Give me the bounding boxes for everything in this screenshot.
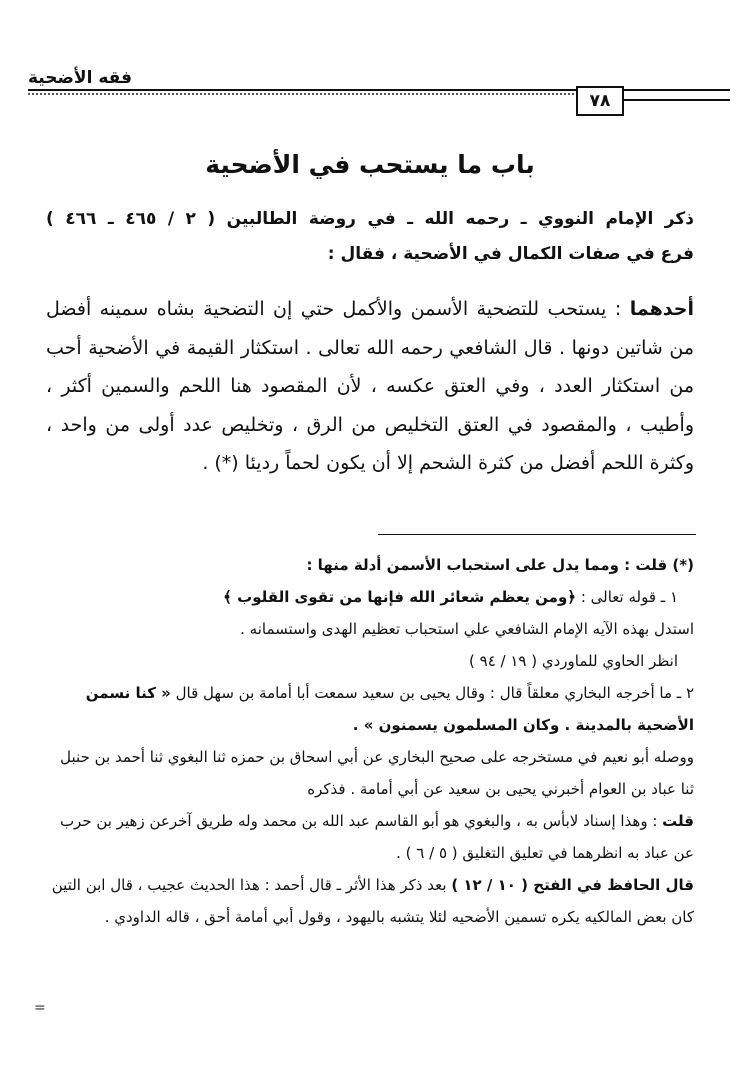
footnote-item-1-text: استدل بهذه الآيه الإمام الشافعي علي استحباب تعظيم الهدى واستسمانه .: [240, 620, 694, 638]
main-lead-word: أحدهما: [629, 298, 694, 320]
running-title: فقه الأضحية: [28, 68, 133, 88]
chapter-title: باب ما يستحب في الأضحية: [205, 150, 535, 179]
quran-quote: ﴿ومن يعظم شعائر الله فإنها من تقوى القلوب ﴾: [223, 588, 577, 606]
footnote-item-1: [46, 581, 694, 613]
intro-citation: ذكر الإمام النووي ـ رحمه الله ـ في روضة الطالبين ( ٢ / ٤٦٥ ـ ٤٦٦ ): [46, 209, 694, 229]
footnote-item-2-cont: ووصله أبو نعيم في مستخرجه على صحيح البخاري عن أبي اسحاق بن حمزه ثنا البغوي ثنا أحمد بن حنبل ثنا عباد بن العوام أخبرني يحيى بن سعيد عن أبي أمامة . فذكره: [60, 748, 694, 798]
hadith-quote: « كنا نسمن الأضحية بالمدينة . وكان المسلمون يسمنون » .: [85, 684, 694, 734]
footnote-hafiz: [46, 869, 694, 933]
header-side-rule: [622, 99, 730, 101]
main-text: : يستحب للتضحية الأسمن والأكمل حتي إن التضحية بشاه سمينه أفضل من شاتين دونها . قال الشافعي رحمه الله تعالى . استكثار القيمة في الأضحية أحب من استكثار العدد ، وفي العتق عكسه ، لأن المقصود هنا اللحم والسمين أكثر ، وأطيب ، والمقصود في العتق التخليص من الرق ، وتخليص عدد أولى من واحد ، وكثرة اللحم أفضل من كثرة الشحم إلا أن يكون لحماً رديئا (*) .: [46, 298, 694, 474]
main-paragraph: [46, 290, 694, 483]
continuation-mark: =: [34, 1000, 46, 1016]
intro-subheading: فرع في صفات الكمال في الأضحية ، فقال :: [327, 244, 694, 264]
qult-text: : وهذا إسناد لابأس به ، والبغوي هو أبو القاسم عبد الله بن محمد وله طريق آخرعن زهير بن حرب عن عباد به انظرهما في تعليق التغليق ( ٥ / ٦ ) .: [59, 812, 694, 862]
hafiz-label: قال الحافظ في الفتح ( ١٠ / ١٢ ): [451, 876, 694, 894]
qult-label: قلت: [662, 812, 694, 830]
header-dotted-rule: [28, 93, 578, 95]
footnote-separator: [378, 534, 696, 535]
footnote-qult: [46, 805, 694, 869]
item2-text: ٢ ـ ما أخرجه البخاري معلقاً قال : وقال يحيى بن سعيد سمعت أبا أمامة بن سهل قال: [170, 684, 694, 702]
footnote-item-2: [46, 677, 694, 741]
hafiz-text: بعد ذكر هذا الأثر ـ قال أحمد : هذا الحديث عجيب ، قال ابن التين كان بعض المالكيه يكره تسمين الأضحيه لئلا يتشبه باليهود ، وقول أبي أمامة أحق ، قاله الداودي .: [51, 876, 694, 926]
item1-prefix: ١ ـ قوله تعالى :: [576, 588, 678, 606]
intro-block: [46, 202, 694, 272]
footnote-heading: (*) قلت : ومما يدل على استحباب الأسمن أدلة منها :: [306, 556, 694, 574]
footnote-item-1-ref: انظر الحاوي للماوردي ( ١٩ / ٩٤ ): [469, 652, 678, 670]
page-number: ٧٨: [576, 86, 624, 116]
header-rule: [28, 89, 730, 91]
footnote-block: [46, 549, 694, 933]
